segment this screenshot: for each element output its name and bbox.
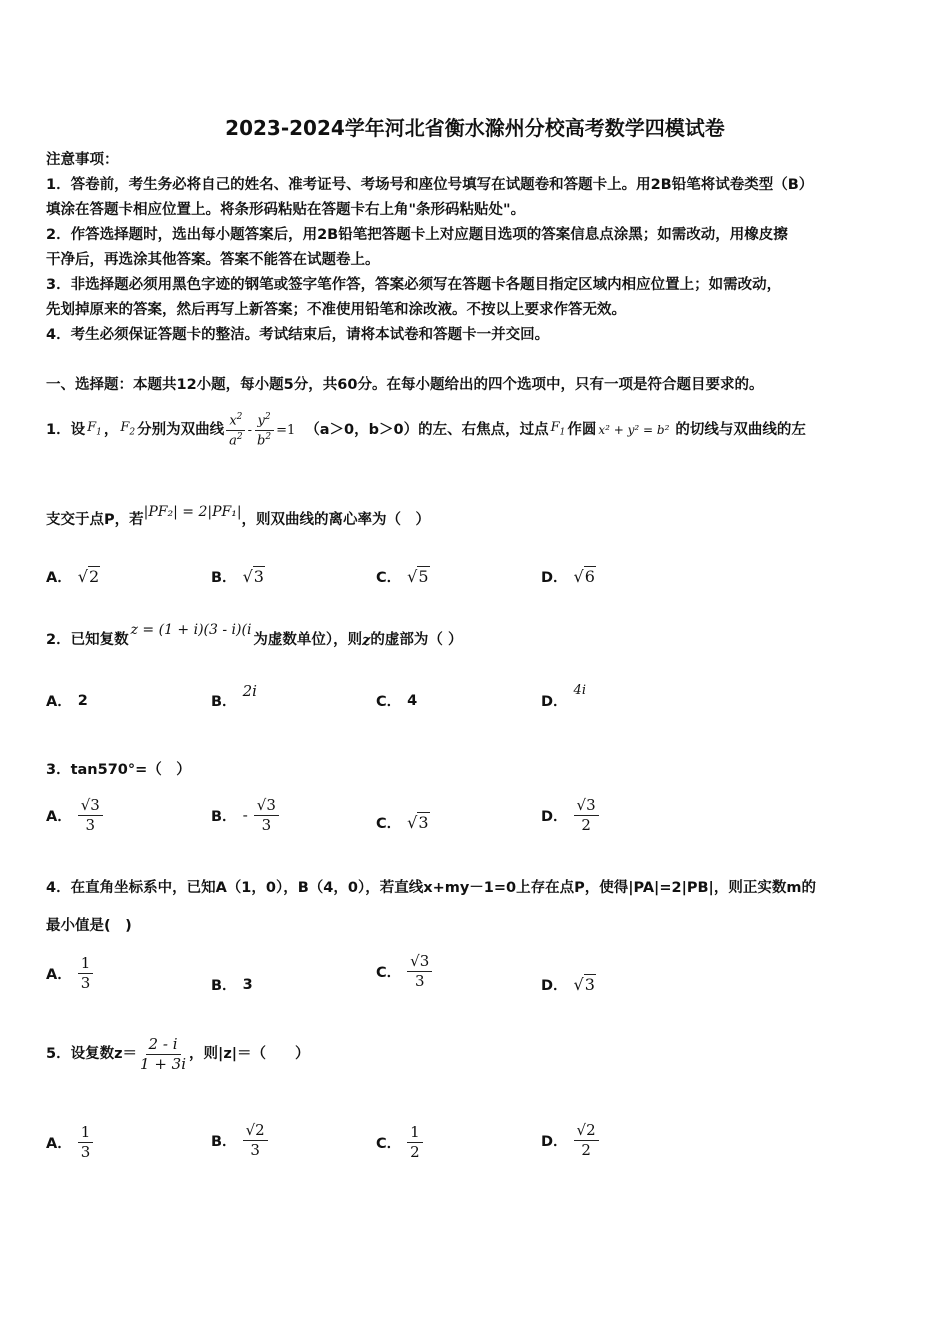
q4-option-c[interactable]: C． $\frac{√3}{3}$ bbox=[376, 953, 432, 991]
page-title: 2023-2024学年河北省衡水滁州分校高考数学四模试卷 bbox=[225, 116, 725, 140]
notice-line-6: 先划掉原来的答案，然后再写上新答案；不准使用铅笔和涂改液。不按以上要求作答无效。 bbox=[46, 302, 626, 318]
q3-option-c[interactable]: C． √3 bbox=[376, 813, 429, 832]
q1-f1-b: $F_1$ bbox=[550, 420, 566, 439]
q5-option-b[interactable]: B． $\frac{√2}{3}$ bbox=[211, 1122, 268, 1160]
question-4-line-2: 最小值是( ) bbox=[46, 918, 132, 934]
q2-option-c[interactable]: C． 4 bbox=[376, 692, 418, 710]
question-1-line-1 bbox=[46, 412, 908, 450]
section-heading: 一、选择题：本题共12小题，每小题5分，共60分。在每小题给出的四个选项中，只有一项是符合题目要求的。 bbox=[46, 377, 764, 393]
q1-line2-a: 支交于点P，若 bbox=[46, 512, 144, 528]
question-4-line-1: 4．在直角坐标系中，已知A（1，0），B（4，0），若直线x+my－1=0上存在点P，使得|PA|=2|PB|，则正实数m的 bbox=[46, 880, 816, 896]
q1-f2: $F_2$ bbox=[120, 420, 136, 439]
q1-cond: （a＞0，b＞0）的左、右焦点，过点 bbox=[305, 422, 549, 439]
q1-text-d: 的切线与双曲线的左 bbox=[675, 422, 806, 439]
q1-option-c[interactable]: C． √5 bbox=[376, 567, 429, 586]
q2-text-a: 2．已知复数 bbox=[46, 632, 129, 648]
q2-z: z bbox=[362, 632, 371, 649]
notice-heading: 注意事项： bbox=[46, 152, 119, 168]
q2-option-d[interactable]: D． 4i bbox=[541, 683, 586, 710]
notice-line-3: 2．作答选择题时，选出每小题答案后，用2B铅笔把答题卡上对应题目选项的答案信息点涂黑；如需改动，用橡皮擦 bbox=[46, 227, 788, 243]
question-1-line-2 bbox=[46, 504, 908, 533]
q2-option-a[interactable]: A． 2 bbox=[46, 692, 88, 710]
q3-option-d[interactable]: D． $\frac{√3}{2}$ bbox=[541, 797, 599, 835]
q5-fraction: $\frac{2 - i}{1 + 3i}$ bbox=[140, 1035, 187, 1074]
question-3: 3．tan570°=（ ） bbox=[46, 762, 191, 778]
q3-option-b[interactable]: B． - $\frac{√3}{3}$ bbox=[211, 797, 279, 835]
q5-option-a[interactable]: A． $\frac{1}{3}$ bbox=[46, 1124, 93, 1162]
q2-expr: z = (1 + i)(3 - i)(i bbox=[130, 622, 252, 638]
q3-option-a[interactable]: A． $\frac{√3}{3}$ bbox=[46, 797, 103, 835]
q2-text-b: 为虚数单位），则 bbox=[253, 632, 363, 648]
q5-text-b: ，则|z|＝（ ） bbox=[189, 1046, 310, 1063]
question-5 bbox=[46, 1036, 908, 1074]
q5-option-c[interactable]: C． $\frac{1}{2}$ bbox=[376, 1124, 423, 1162]
q1-text-c: 作圆 bbox=[567, 422, 597, 439]
q1-option-b[interactable]: B． √3 bbox=[211, 567, 264, 586]
q4-option-d[interactable]: D． √3 bbox=[541, 975, 595, 994]
q1-comma: ， bbox=[103, 422, 119, 439]
q4-option-a[interactable]: A． $\frac{1}{3}$ bbox=[46, 955, 93, 993]
q1-frac-x: $\frac{x^2}{a^2}$ bbox=[226, 412, 246, 450]
q1-option-a[interactable]: A． √2 bbox=[46, 567, 100, 586]
q1-circle: x² + y² = b² bbox=[598, 423, 670, 438]
q5-text-a: 5．设复数z＝ bbox=[46, 1046, 138, 1063]
notice-line-1: 1．答卷前，考生务必将自己的姓名、准考证号、考场号和座位号填写在试题卷和答题卡上。用2B铅笔将试卷类型（B） bbox=[46, 177, 814, 193]
q4-option-b[interactable]: B． 3 bbox=[211, 976, 253, 994]
q1-line2-b: ，则双曲线的离心率为（ ） bbox=[241, 512, 431, 528]
q2-text-c: 的虚部为（ ） bbox=[370, 632, 463, 648]
q1-frac-y: $\frac{y^2}{b^2}$ bbox=[254, 412, 274, 450]
q1-f1: $F_1$ bbox=[87, 420, 102, 439]
q5-option-d[interactable]: D． $\frac{√2}{2}$ bbox=[541, 1122, 599, 1160]
q2-option-b[interactable]: B． 2i bbox=[211, 681, 257, 710]
notice-line-5: 3．非选择题必须用黑色字迹的钢笔或签字笔作答，答案必须写在答题卡各题目指定区域内相应位置上；如需改动， bbox=[46, 277, 782, 293]
q1-text-a: 1．设 bbox=[46, 422, 86, 439]
notice-line-4: 干净后，再选涂其他答案。答案不能答在试题卷上。 bbox=[46, 252, 380, 268]
notice-line-2: 填涂在答题卡相应位置上。将条形码粘贴在答题卡右上角"条形码粘贴处"。 bbox=[46, 202, 526, 218]
q1-minus: - bbox=[247, 423, 253, 439]
notice-line-7: 4．考生必须保证答题卡的整洁。考试结束后，请将本试卷和答题卡一并交回。 bbox=[46, 327, 550, 343]
q1-option-d[interactable]: D． √6 bbox=[541, 567, 595, 586]
question-2 bbox=[46, 622, 908, 653]
q1-eq1: =1 bbox=[276, 423, 296, 439]
q1-text-b: 分别为双曲线 bbox=[137, 422, 225, 439]
q1-abs: |PF₂| = 2|PF₁| bbox=[143, 504, 242, 520]
